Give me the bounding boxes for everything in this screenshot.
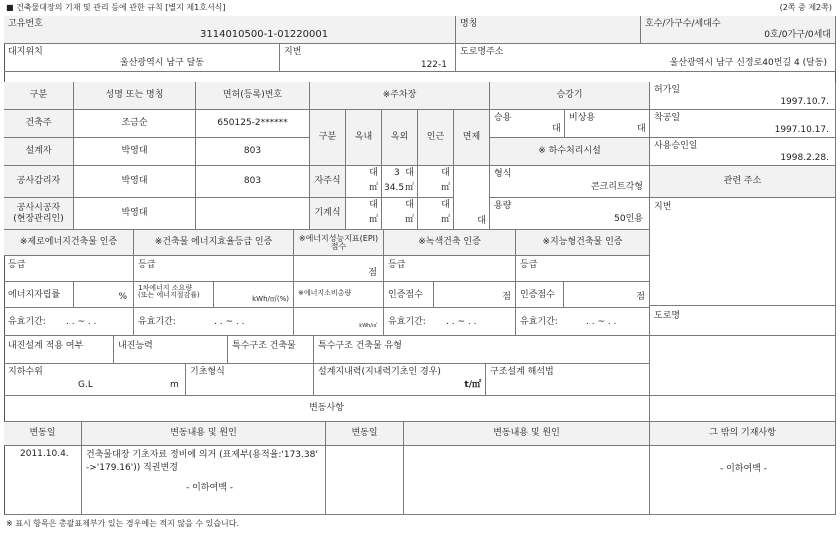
parking-mech-nearby — [418, 198, 454, 230]
gl-label: G.L — [78, 380, 93, 390]
smart-cert-score-label-cell — [516, 282, 564, 308]
zero-valid-cell — [4, 308, 134, 336]
approval-date-value: 1998.2.28. — [780, 153, 829, 163]
id-value: 3114010500-1-01220001 — [200, 29, 329, 40]
name-cell — [456, 16, 641, 44]
kwh-unit: kWh/㎡(%) — [252, 295, 289, 303]
energy-efficiency-title: ※건축물 에너지효율등급 인증 — [134, 230, 294, 256]
change-date-cell — [4, 446, 82, 515]
unit-dae: 대 — [637, 124, 646, 134]
permit-date-value: 1997.10.7. — [780, 97, 829, 107]
people-name: 조금순 — [74, 110, 196, 138]
people-role: 공사감리자 — [4, 166, 74, 198]
elevator-passenger-label: 승용 — [494, 113, 512, 123]
green-building-title: ※녹색건축 인증 — [384, 230, 516, 256]
pct-label: % — [118, 292, 127, 302]
unit-m2: ㎡ — [404, 215, 414, 225]
eff-grade-cell — [134, 256, 294, 282]
change-date: 2011.10.4. — [20, 449, 69, 459]
ground-level-cell — [4, 364, 186, 396]
green-grade-cell — [384, 256, 516, 282]
changes-header-content: 변동내용 및 원인 — [82, 422, 326, 446]
related-lot-label: 지번 — [654, 202, 672, 212]
smart-valid-cell — [516, 308, 650, 336]
units-value: 0호/0가구/0세대 — [764, 30, 831, 40]
people-name: 박영대 — [74, 198, 196, 230]
unit-dae: 대 — [441, 168, 450, 178]
smart-building-title: ※지능형건축물 인증 — [516, 230, 650, 256]
zero-grade-cell — [4, 256, 134, 282]
site-value: 울산광역시 남구 달동 — [120, 58, 204, 68]
change-date-cell-2 — [326, 446, 404, 515]
road-label: 도로명주소 — [460, 47, 504, 57]
page-label: (2쪽 중 제2쪽) — [779, 3, 832, 12]
parking-self-out-area: 34.5 — [384, 183, 405, 193]
quake-ability-cell — [114, 336, 228, 364]
lot-value: 122-1 — [420, 60, 447, 70]
parking-mech-indoor — [346, 198, 382, 230]
permit-date-cell — [650, 82, 836, 110]
unit-m2: ㎡ — [440, 215, 450, 225]
meter-unit: m — [170, 380, 179, 390]
parking-mech-outdoor — [382, 198, 418, 230]
valid-label: 유효기간: — [388, 317, 426, 327]
foundation-label: 기초형식 — [190, 367, 225, 377]
related-road-label: 도로명 — [654, 311, 681, 321]
changes-header-other: 그 밖의 기재사항 — [650, 422, 836, 446]
changes-title: 변동사항 — [4, 396, 650, 422]
parking-header-nearby: 인근 — [418, 110, 454, 166]
changes-title-right — [650, 396, 836, 422]
quake-apply-label: 내진설계 적용 여부 — [8, 341, 84, 351]
epi-score-cell — [294, 256, 384, 282]
green-cert-score-value-cell — [434, 282, 516, 308]
quake-apply-cell — [4, 336, 114, 364]
quake-ability-label: 내진능력 — [118, 341, 153, 351]
cert-score-label: 인증점수 — [388, 290, 423, 300]
start-date-cell — [650, 110, 836, 138]
parking-exempt-cell — [454, 166, 490, 230]
special-structure-cell — [228, 336, 314, 364]
consumption-label: ※에너지소비총량 — [298, 289, 352, 297]
people-license — [196, 198, 310, 230]
sewage-capacity-cell — [490, 198, 650, 230]
related-blank-cell — [650, 336, 836, 396]
site-cell — [4, 44, 280, 72]
parking-header-exempt: 면제 — [454, 110, 490, 166]
people-license: 803 — [196, 166, 310, 198]
people-license: 803 — [196, 138, 310, 166]
consumption-value-cell — [294, 308, 384, 336]
grade-label: 등급 — [520, 260, 538, 270]
lot-label: 지번 — [284, 47, 302, 57]
units-cell — [641, 16, 836, 44]
parking-header-kind: 구분 — [310, 110, 346, 166]
form-title: ■ 건축물대장의 기재 및 관리 등에 관한 규칙 [별지 제1호서식] — [6, 3, 226, 12]
sewage-type-label: 형식 — [494, 169, 512, 179]
analysis-cell — [486, 364, 650, 396]
lot-cell — [280, 44, 456, 72]
changes-header-date-2: 변동일 — [326, 422, 404, 446]
valid-range: . . ~ . . — [66, 317, 97, 327]
related-address-title: 관련 주소 — [650, 166, 836, 198]
parking-self-indoor — [346, 166, 382, 198]
valid-label: 유효기간: — [520, 317, 558, 327]
name-label: 명칭 — [460, 19, 478, 29]
changes-header-content-2: 변동내용 및 원인 — [404, 422, 650, 446]
point-label: 점 — [502, 292, 511, 302]
permit-date-label: 허가일 — [654, 85, 681, 95]
parking-self-out-count: 3 — [394, 168, 400, 178]
point-label: 점 — [636, 292, 645, 302]
unit-m2: ㎡ — [440, 183, 450, 193]
foundation-cell — [186, 364, 314, 396]
people-role: 공사시공자 (현장관리인) — [4, 198, 74, 230]
changes-header-date: 변동일 — [4, 422, 82, 446]
unit-dae: 대 — [405, 200, 414, 210]
site-label: 대지위치 — [8, 47, 43, 57]
parking-self-nearby — [418, 166, 454, 198]
other-notes-cell — [650, 446, 836, 515]
other-blank-marker: - 이하여백 - — [720, 464, 767, 474]
start-date-value: 1997.10.17. — [774, 125, 829, 135]
primary-energy-label-cell — [134, 282, 214, 308]
valid-label: 유효기간: — [8, 317, 46, 327]
valid-range: . . ~ . . — [586, 317, 617, 327]
special-type-cell — [314, 336, 650, 364]
id-label: 고유번호 — [8, 19, 43, 29]
change-content-cell — [82, 446, 326, 515]
units-label: 호수/가구수/세대수 — [645, 19, 721, 29]
parking-self-label: 자주식 — [310, 166, 346, 198]
primary-energy-label: 1차에너지 소요량 (또는 에너지절감률) — [138, 284, 200, 300]
self-rate-label-cell — [4, 282, 74, 308]
green-valid-cell — [384, 308, 516, 336]
people-name: 박영대 — [74, 138, 196, 166]
primary-energy-value-cell — [214, 282, 294, 308]
tm2-unit: t/㎡ — [464, 380, 481, 390]
special-type-label: 특수구조 건축물 유형 — [318, 341, 402, 351]
valid-label: 유효기간: — [138, 317, 176, 327]
parking-header-indoor: 옥내 — [346, 110, 382, 166]
ground-level-label: 지하수위 — [8, 367, 43, 377]
special-structure-label: 특수구조 건축물 — [232, 341, 296, 351]
bearing-cell — [314, 364, 486, 396]
elevator-emergency-cell — [565, 110, 650, 138]
road-value: 울산광역시 남구 신정로40번길 4 (달동) — [669, 58, 827, 68]
kwh-small: kWh/㎡ — [359, 323, 377, 329]
sewage-capacity-value: 50인용 — [614, 214, 643, 224]
valid-range: . . ~ . . — [446, 317, 477, 327]
unit-dae: 대 — [369, 168, 378, 178]
elevator-title: 승강기 — [490, 82, 650, 110]
approval-date-cell — [650, 138, 836, 166]
elevator-passenger-cell — [490, 110, 565, 138]
related-road-cell — [650, 306, 836, 336]
unit-dae: 대 — [369, 200, 378, 210]
sewage-type-value: 콘크리트각형 — [590, 182, 643, 192]
analysis-label: 구조설계 해석법 — [490, 367, 554, 377]
unit-dae: 대 — [441, 200, 450, 210]
elevator-emergency-label: 비상용 — [569, 113, 596, 123]
eff-valid-cell — [134, 308, 294, 336]
self-rate-label: 에너지자립률 — [8, 290, 61, 300]
sewage-type-cell — [490, 166, 650, 198]
unit-dae: 대 — [477, 216, 486, 226]
unit-dae: 대 — [552, 124, 561, 134]
parking-mech-label: 기계식 — [310, 198, 346, 230]
consumption-cell — [294, 282, 384, 308]
id-cell — [4, 16, 456, 44]
start-date-label: 착공일 — [654, 113, 681, 123]
cert-score-label: 인증점수 — [520, 290, 555, 300]
grade-label: 등급 — [138, 260, 156, 270]
change-content-cell-2 — [404, 446, 650, 515]
valid-range: . . ~ . . — [214, 317, 245, 327]
point-label: 점 — [368, 268, 377, 278]
people-role: 건축주 — [4, 110, 74, 138]
grade-label: 등급 — [388, 260, 406, 270]
people-header-name: 성명 또는 명칭 — [74, 82, 196, 110]
unit-m2: ㎡ — [368, 215, 378, 225]
unit-dae: 대 — [405, 168, 414, 178]
epi-title: ※에너지성능지표(EPI) 점수 — [294, 230, 384, 256]
sewage-capacity-label: 용량 — [494, 201, 512, 211]
people-header-license: 면허(등록)번호 — [196, 82, 310, 110]
green-cert-score-label-cell — [384, 282, 434, 308]
unit-m2: ㎡ — [368, 183, 378, 193]
people-name: 박영대 — [74, 166, 196, 198]
grade-label: 등급 — [8, 260, 26, 270]
self-rate-value-cell — [74, 282, 134, 308]
approval-date-label: 사용승인일 — [654, 141, 698, 151]
road-cell — [456, 44, 836, 72]
bearing-label: 설계지내력(지내력기초인 경우) — [318, 367, 441, 377]
smart-cert-score-value-cell — [564, 282, 650, 308]
footnote: ※ 표시 항목은 총괄표제부가 있는 경우에는 적지 않을 수 있습니다. — [6, 519, 240, 528]
parking-self-outdoor — [382, 166, 418, 198]
sewage-title: ※ 하수처리시설 — [490, 138, 650, 166]
change-content: 건축물대장 기초자료 정비에 의거 (표제부(용적율:'173.38' ->'179.16')) 직권변경 — [86, 450, 318, 474]
people-license: 650125-2****** — [196, 110, 310, 138]
people-role: 설계자 — [4, 138, 74, 166]
related-lot-cell — [650, 198, 836, 306]
people-header-role: 구분 — [4, 82, 74, 110]
parking-header-outdoor: 옥외 — [382, 110, 418, 166]
smart-grade-cell — [516, 256, 650, 282]
change-blank-marker: - 이하여백 - — [186, 483, 233, 493]
parking-title: ※주차장 — [310, 82, 490, 110]
unit-m2: ㎡ — [404, 183, 414, 193]
zero-energy-title: ※제로에너지건축물 인증 — [4, 230, 134, 256]
